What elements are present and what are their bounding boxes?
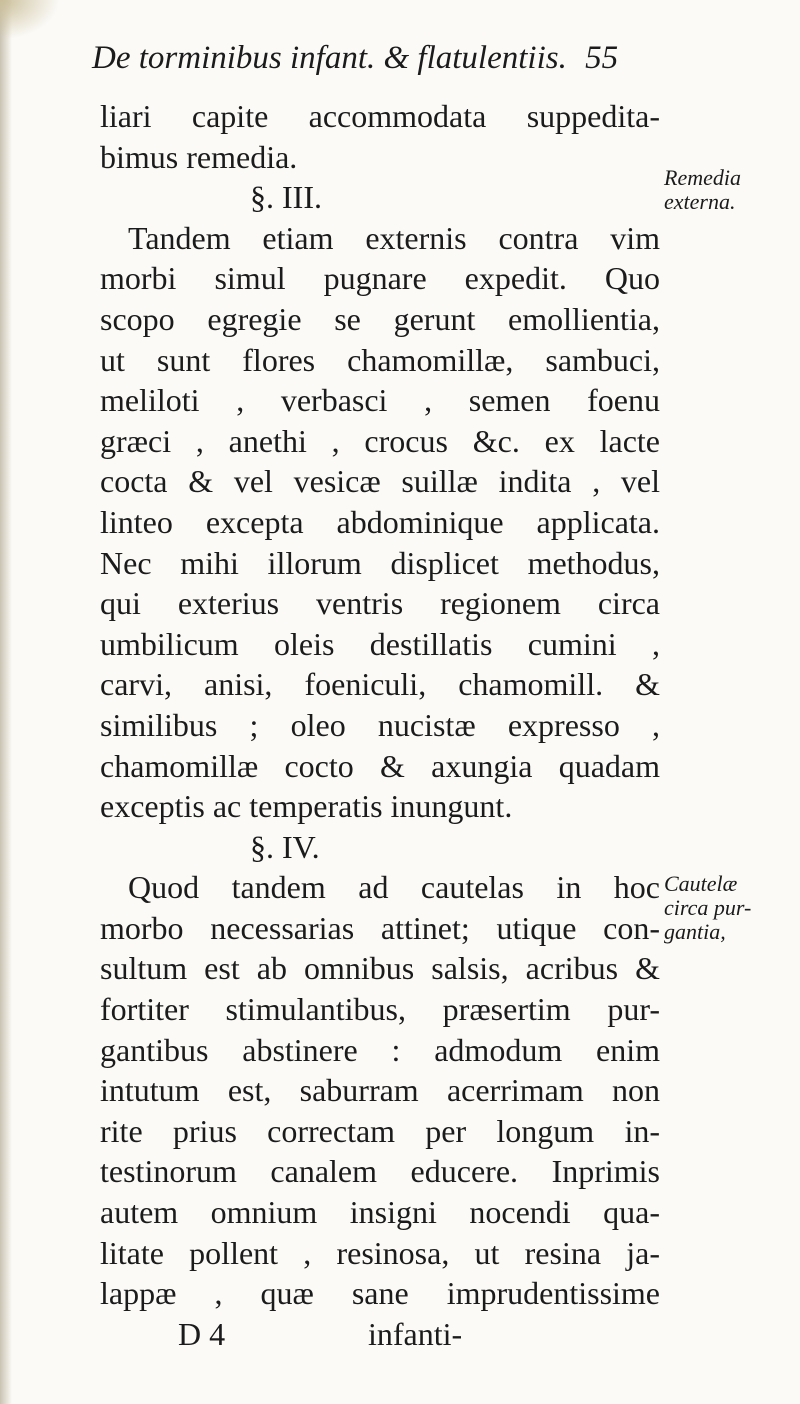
text-line: intutum est, saburram acerrimam non (100, 1072, 660, 1109)
page-corner-stain (0, 0, 60, 40)
text-line: testinorum canalem educere. Inprimis (100, 1153, 660, 1190)
margin-note-line: gantia, (664, 919, 726, 944)
margin-note-line: Remedia (664, 165, 741, 190)
running-head (92, 40, 692, 77)
margin-note-line: circa pur- (664, 895, 752, 920)
margin-note-line: externa. (664, 189, 736, 214)
section-heading-iii: §. III. (250, 179, 322, 216)
text-line: rite prius correctam per longum in- (100, 1112, 660, 1149)
text-line: Nec mihi illorum displicet methodus, (100, 544, 660, 581)
text-line: Tandem etiam externis contra vim (128, 219, 660, 256)
catchline (100, 1314, 660, 1355)
text-line: cocta & vel vesicæ suillæ indita , vel (100, 463, 660, 500)
signature-mark: D 4 (178, 1315, 226, 1352)
text-line: gantibus abstinere : admodum enim (100, 1031, 660, 1068)
text-line: græci , anethi , crocus &c. ex lacte (100, 422, 660, 459)
text-line: sultum est ab omnibus salsis, acribus & (100, 950, 660, 987)
text-line: meliloti , verbasci , semen foenu (100, 382, 660, 419)
page-left-edge-shadow (0, 0, 12, 1404)
page-number: 55 (585, 40, 619, 76)
text-line: carvi, anisi, foeniculi, chamomill. & (100, 666, 660, 703)
margin-note-line: Cautelæ (664, 871, 738, 896)
text-line: fortiter stimulantibus, præsertim pur- (100, 991, 660, 1028)
text-line: morbi simul pugnare expedit. Quo (100, 260, 660, 297)
text-line: morbo necessarias attinet; utique con- (100, 909, 660, 946)
text-line: litate pollent , resinosa, ut resina ja- (100, 1234, 660, 1271)
catchword: infanti- (368, 1315, 463, 1352)
body-text (100, 96, 660, 1354)
margin-note-cautelae (664, 872, 751, 944)
text-line: bimus remedia. (100, 138, 298, 175)
text-line: chamomillæ cocto & axungia quadam (100, 747, 660, 784)
text-line: autem omnium insigni nocendi qua- (100, 1194, 660, 1231)
text-line: Quod tandem ad cautelas in hoc (128, 869, 660, 906)
margin-note-remedia (664, 166, 741, 214)
text-line: similibus ; oleo nucistæ expresso , (100, 706, 660, 743)
text-line: linteo excepta abdominique applicata. (100, 503, 660, 540)
text-line: ut sunt flores chamomillæ, sambuci, (100, 341, 660, 378)
text-line: liari capite accommodata suppedita- (100, 98, 660, 134)
text-line: umbilicum oleis destillatis cumini , (100, 625, 660, 662)
text-line: qui exterius ventris regionem circa (100, 585, 660, 622)
text-line: exceptis ac temperatis inungunt. (100, 788, 513, 825)
section-heading-iv: §. IV. (250, 828, 320, 865)
running-head-title: De torminibus infant. & flatulentiis. (92, 40, 567, 76)
text-line: scopo egregie se gerunt emollientia, (100, 300, 660, 337)
text-line: lappæ , quæ sane imprudentissime (100, 1275, 660, 1312)
